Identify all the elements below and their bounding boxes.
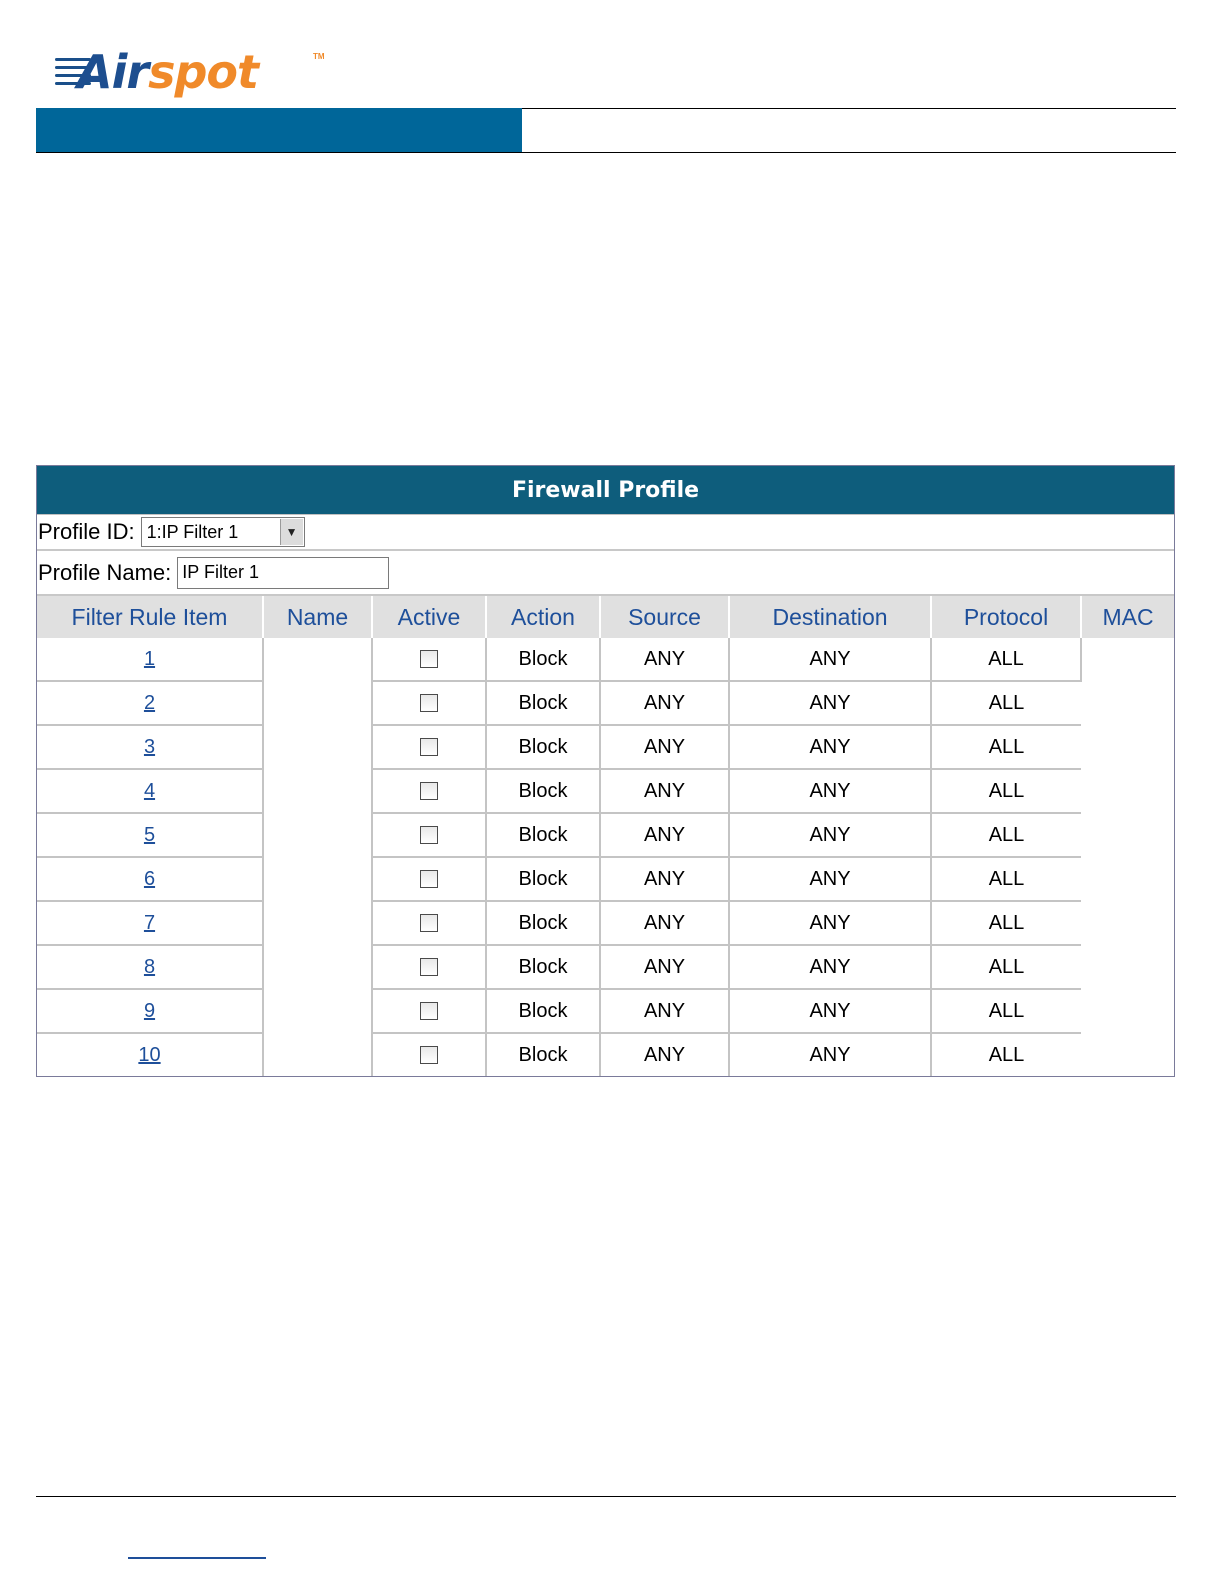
filter-rule-item-cell <box>37 681 263 725</box>
filter-rule-link[interactable]: 5 <box>143 823 156 846</box>
filter-rule-item-cell <box>37 638 263 681</box>
filter-rule-link[interactable]: 7 <box>143 911 156 934</box>
destination-cell: ANY <box>729 945 931 989</box>
logo-text-spot: spot <box>148 45 258 99</box>
active-checkbox[interactable] <box>420 1002 438 1020</box>
active-checkbox[interactable] <box>420 870 438 888</box>
action-cell: Block <box>486 681 600 725</box>
action-cell: Block <box>486 813 600 857</box>
active-cell <box>372 1033 486 1076</box>
filter-rule-item-cell <box>37 945 263 989</box>
action-cell: Block <box>486 769 600 813</box>
table-row <box>37 769 1174 813</box>
destination-cell: ANY <box>729 725 931 769</box>
active-checkbox[interactable] <box>420 738 438 756</box>
source-cell: ANY <box>600 769 729 813</box>
filter-rule-item-cell <box>37 857 263 901</box>
action-cell: Block <box>486 1033 600 1076</box>
column-header: Action <box>486 596 600 638</box>
header-bottom-rule <box>36 152 1176 153</box>
chevron-down-icon[interactable]: ▼ <box>280 519 303 545</box>
active-cell <box>372 945 486 989</box>
destination-cell: ANY <box>729 681 931 725</box>
filter-rule-item-cell <box>37 725 263 769</box>
header-top-rule <box>522 108 1176 109</box>
table-row <box>37 681 1174 725</box>
source-cell: ANY <box>600 1033 729 1076</box>
column-header: Filter Rule Item <box>37 596 263 638</box>
header-blue-bar <box>36 108 522 153</box>
filter-rule-link[interactable]: 2 <box>143 691 156 714</box>
active-cell <box>372 769 486 813</box>
filter-rule-link[interactable]: 9 <box>143 999 156 1022</box>
protocol-cell: ALL <box>931 857 1081 901</box>
column-header: MAC <box>1081 596 1174 638</box>
profile-name-input[interactable] <box>177 557 389 589</box>
source-cell: ANY <box>600 681 729 725</box>
active-checkbox[interactable] <box>420 914 438 932</box>
mac-cell <box>1081 638 1174 1076</box>
destination-cell: ANY <box>729 857 931 901</box>
filter-rule-link[interactable]: 4 <box>143 779 156 802</box>
source-cell: ANY <box>600 901 729 945</box>
source-cell: ANY <box>600 857 729 901</box>
destination-cell: ANY <box>729 813 931 857</box>
action-cell: Block <box>486 989 600 1033</box>
table-row <box>37 813 1174 857</box>
protocol-cell: ALL <box>988 1043 1025 1066</box>
active-cell <box>372 638 486 681</box>
table-row <box>37 1033 1174 1076</box>
footer-link-underline <box>128 1557 266 1559</box>
logo-trademark: TM <box>313 52 325 61</box>
column-header: Destination <box>729 596 931 638</box>
filter-rule-link[interactable]: 3 <box>143 735 156 758</box>
filter-rule-link[interactable]: 10 <box>138 1043 161 1066</box>
source-cell: ANY <box>600 638 729 681</box>
destination-cell: ANY <box>729 901 931 945</box>
protocol-cell: ALL <box>931 945 1081 989</box>
table-row <box>37 725 1174 769</box>
column-header: Source <box>600 596 729 638</box>
active-cell <box>372 725 486 769</box>
table-row <box>37 638 1174 681</box>
filter-rule-item-cell <box>37 989 263 1033</box>
destination-cell: ANY <box>729 769 931 813</box>
profile-id-selected-value: 1:IP Filter 1 <box>146 521 239 542</box>
table-row <box>37 945 1174 989</box>
filter-rule-link[interactable]: 6 <box>143 867 156 890</box>
source-cell: ANY <box>600 725 729 769</box>
name-cell <box>263 638 372 1076</box>
action-cell: Block <box>486 945 600 989</box>
logo-text-air: Air <box>77 45 149 99</box>
column-header: Protocol <box>931 596 1081 638</box>
active-checkbox[interactable] <box>420 958 438 976</box>
logo-wordmark <box>77 44 258 100</box>
protocol-cell: ALL <box>931 638 1081 681</box>
filter-rule-link[interactable]: 1 <box>143 647 156 670</box>
active-checkbox[interactable] <box>420 1046 438 1064</box>
footer-rule <box>36 1496 1176 1497</box>
action-cell: Block <box>486 638 600 681</box>
source-cell: ANY <box>600 989 729 1033</box>
column-header: Active <box>372 596 486 638</box>
filter-rules-table <box>37 596 1174 1076</box>
protocol-cell: ALL <box>931 725 1081 769</box>
profile-id-label: Profile ID: <box>38 519 135 544</box>
filter-rule-item-cell <box>37 769 263 813</box>
protocol-cell: ALL <box>931 681 1081 725</box>
airspot-logo <box>55 45 335 100</box>
action-cell: Block <box>486 901 600 945</box>
protocol-cell: ALL <box>931 813 1081 857</box>
profile-name-label: Profile Name: <box>38 559 172 585</box>
protocol-cell: ALL <box>931 769 1081 813</box>
active-checkbox[interactable] <box>420 826 438 844</box>
protocol-cell: ALL <box>931 989 1081 1033</box>
destination-cell: ANY <box>729 989 931 1033</box>
firewall-profile-panel <box>36 465 1175 1077</box>
active-checkbox[interactable] <box>420 782 438 800</box>
protocol-cell: ALL <box>931 901 1081 945</box>
active-cell <box>372 813 486 857</box>
active-cell <box>372 857 486 901</box>
active-checkbox[interactable] <box>420 694 438 712</box>
active-cell <box>372 901 486 945</box>
table-row <box>37 989 1174 1033</box>
filter-rule-item-cell <box>37 813 263 857</box>
source-cell: ANY <box>600 945 729 989</box>
filter-rule-link[interactable]: 8 <box>143 955 156 978</box>
destination-cell: ANY <box>729 638 931 681</box>
action-cell: Block <box>486 725 600 769</box>
active-cell <box>372 989 486 1033</box>
table-header-row <box>37 596 1174 638</box>
table-row <box>37 857 1174 901</box>
profile-id-select[interactable] <box>141 517 305 547</box>
profile-id-row <box>37 515 1174 551</box>
table-row <box>37 901 1174 945</box>
profile-name-row <box>37 551 1174 596</box>
active-checkbox[interactable] <box>420 650 438 668</box>
action-cell: Block <box>486 857 600 901</box>
column-header: Name <box>263 596 372 638</box>
filter-rule-item-cell <box>37 901 263 945</box>
destination-cell: ANY <box>729 1033 931 1076</box>
panel-title: Firewall Profile <box>37 466 1174 515</box>
filter-rule-item-cell <box>37 1033 263 1076</box>
source-cell: ANY <box>600 813 729 857</box>
active-cell <box>372 681 486 725</box>
